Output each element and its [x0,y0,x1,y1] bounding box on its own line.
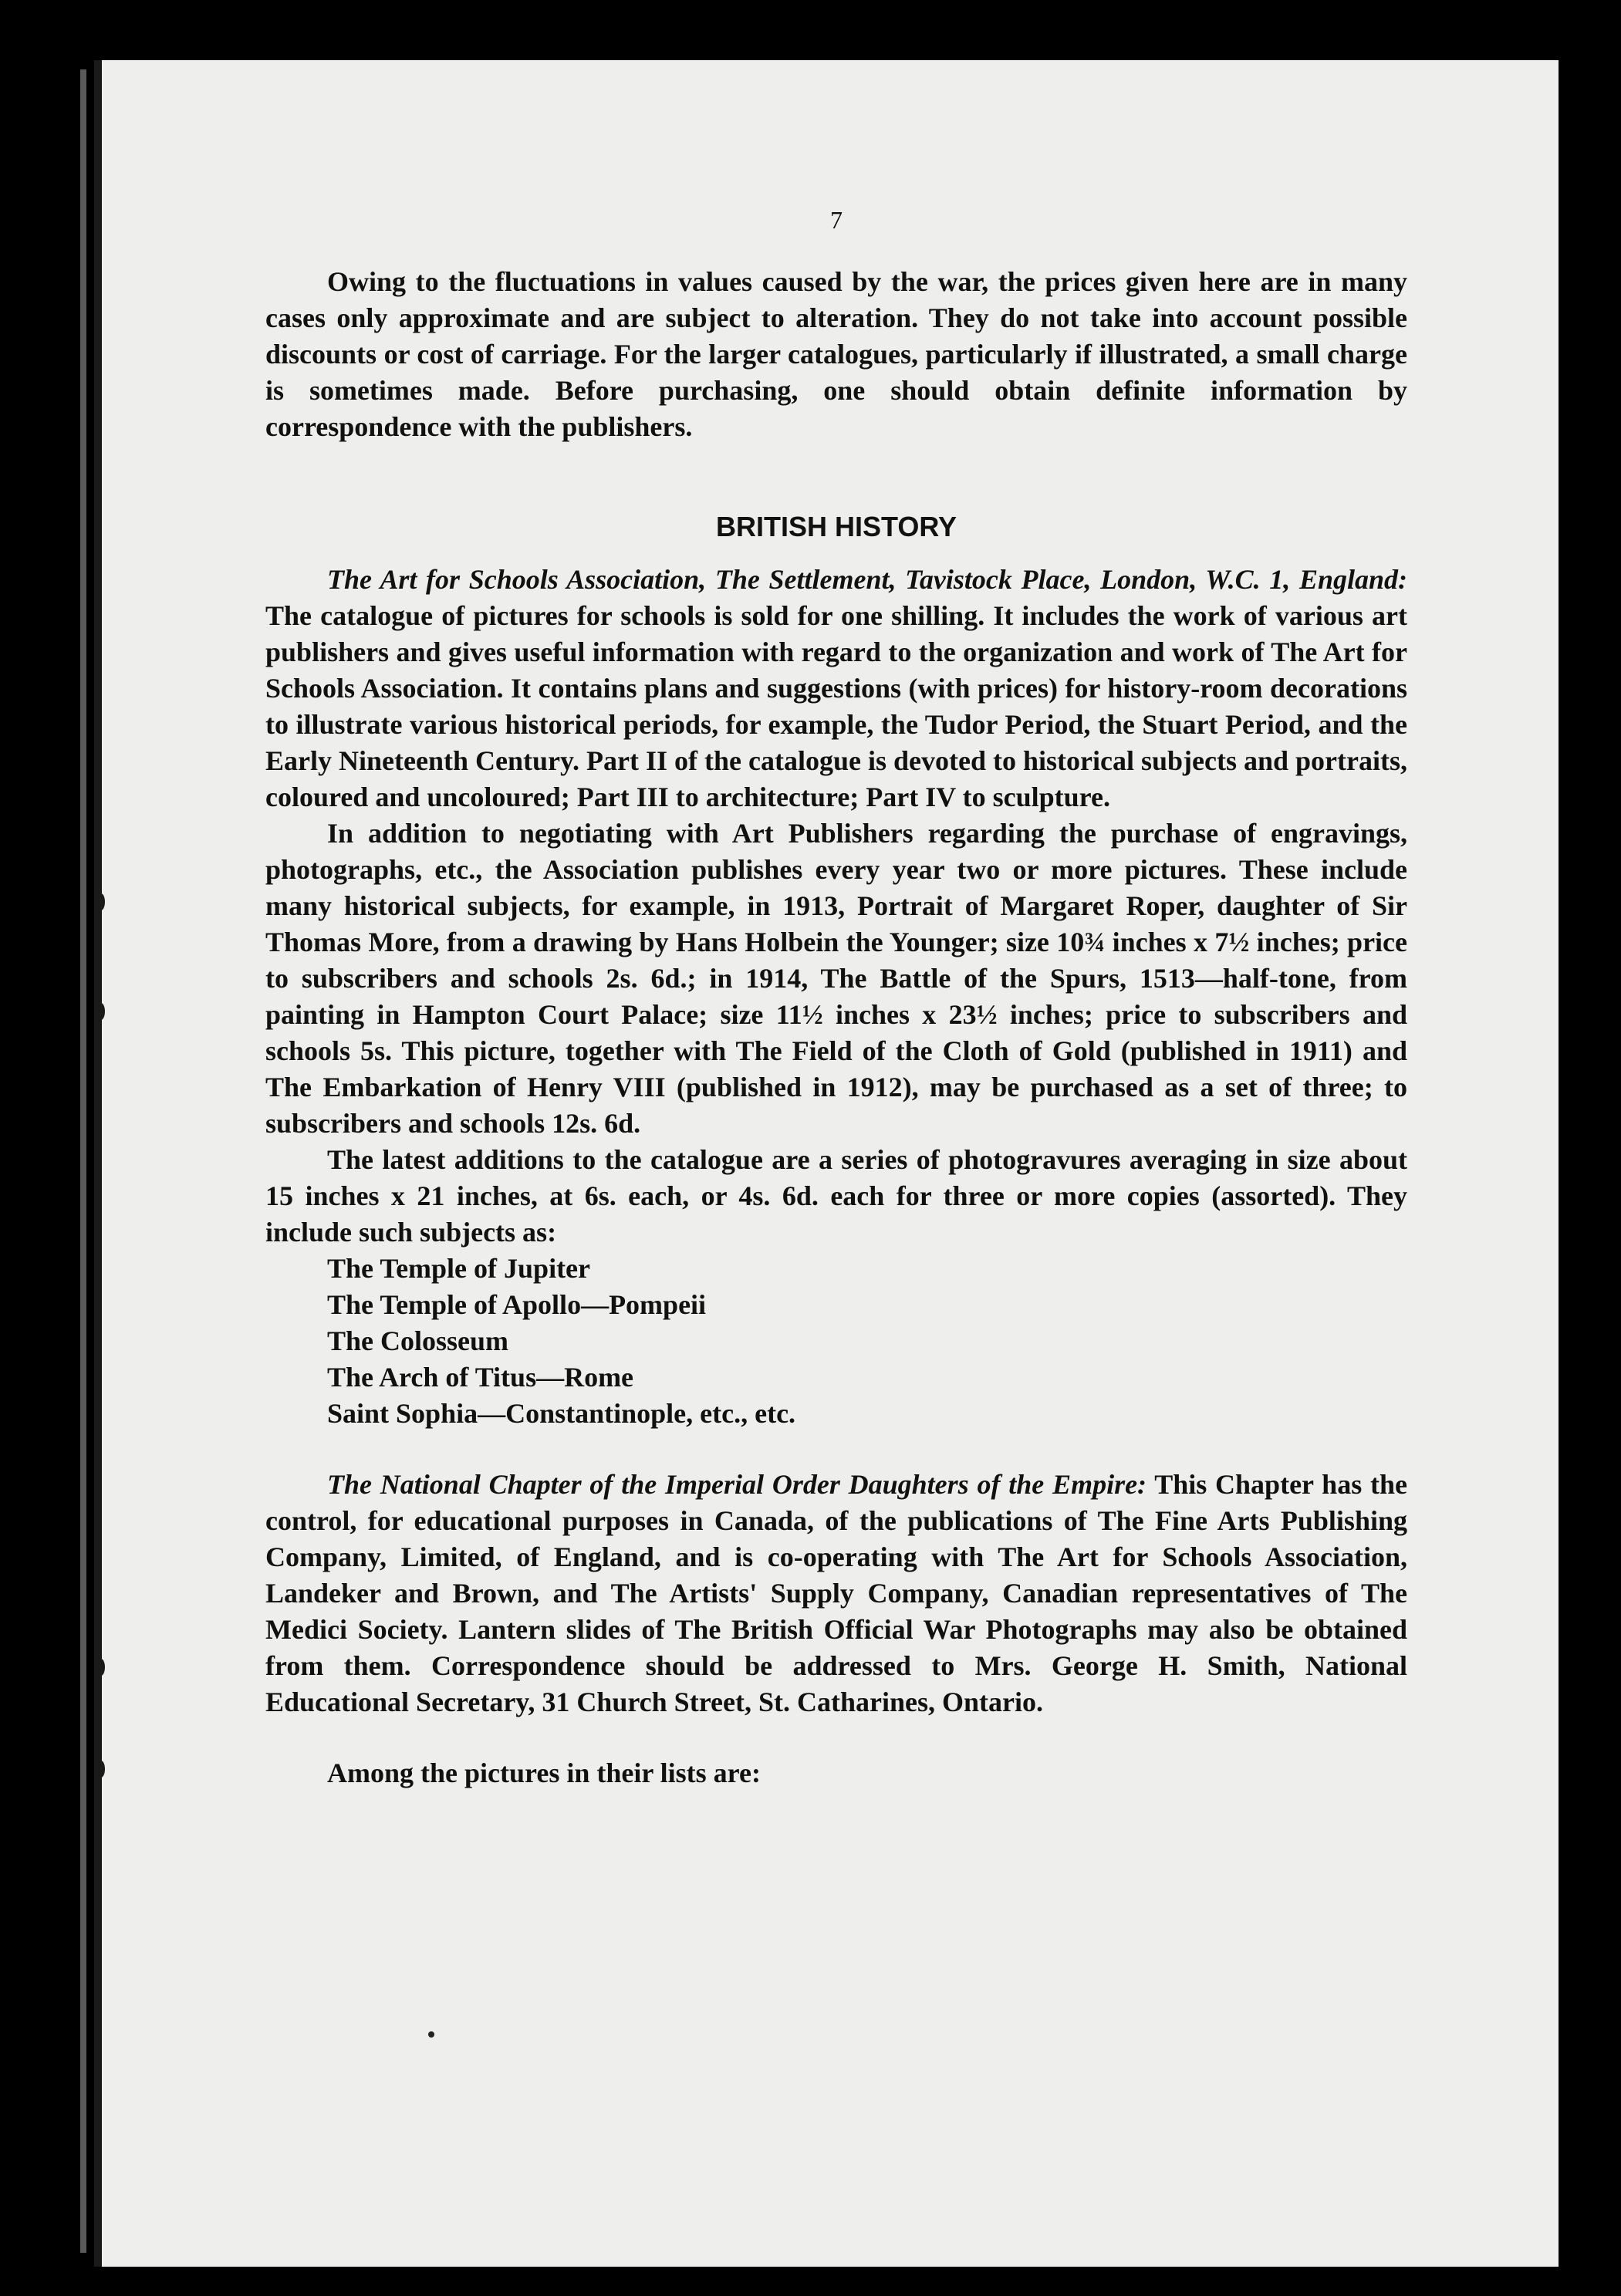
page-content [265,202,1407,1791]
margin-mark [97,893,105,910]
entry-text: The catalogue of pictures for schools is sold for one shilling. It includes the work of various art publishers and gives useful information with regard to the organization and work of The Art for Schools Association. It contains plans and suggestions (with prices) for history-room decorations to illustrate various historical periods, for example, the Tudor Period, the Stuart Period, and the Early Nineteenth Century. Part II of the catalogue is devoted to historical subjects and portraits, coloured and uncoloured; Part III to architecture; Part IV to sculpture. [265,600,1407,812]
body-paragraph: In addition to negotiating with Art Publishers regarding the purchase of engravings, photographs, etc., the Association publishes every year two or more pictures. These include many historical subjects, for example, in 1913, Portrait of Margaret Roper, daughter of Sir Thomas More, from a drawing by Hans Holbein the Younger; size 10¾ inches x 7½ inches; price to subscribers and schools 2s. 6d.; in 1914, The Battle of the Spurs, 1513—half-tone, from painting in Hampton Court Palace; size 11½ inches x 23½ inches; price to subscribers and schools 5s. This picture, together with The Field of the Cloth of Gold (published in 1911) and The Embarkation of Henry VIII (published in 1912), may be purchased as a set of three; to subscribers and schools 12s. 6d. [265,818,1407,1139]
entry-name: The National Chapter of the Imperial Order Daughters of the Empire: [327,1469,1147,1500]
list-item: The Temple of Apollo—Pompeii [327,1289,707,1320]
entry-name: The Art for Schools Association, The Settlement, Tavistock Place, London, W.C. 1, England: [327,564,1407,595]
stray-dot [428,2031,434,2038]
entry-paragraph [265,562,1407,815]
margin-mark [97,1761,105,1778]
margin-mark [97,1659,105,1676]
section-heading: BRITISH HISTORY [715,511,957,542]
entry-text: This Chapter has the control, for educational purposes in Canada, of the publications of The Fine Arts Publishing Company, Limited, of England, and is co-operating with The Art for Schools Association, Landeker and Brown, and The Artists' Supply Company, Canadian representatives of The Medici Society. Lantern slides of The British Official War Photographs may also be obtained from them. Correspondence should be addressed to Mrs. George H. Smith, National Educational Secretary, 31 Church Street, St. Catharines, Ontario. [265,1469,1407,1717]
body-paragraph: The latest additions to the catalogue are a series of photogravures averaging in size about 15 inches x 21 inches, at 6s. each, or 4s. 6d. each for three or more copies (assorted). They include such subjects as: [265,1144,1407,1248]
subject-list [327,1251,1407,1432]
page-number: 7 [830,206,843,234]
list-item: Saint Sophia—Constantinople, etc., etc. [327,1398,796,1429]
intro-paragraph: Owing to the fluctuations in values caused by the war, the prices given here are in many cases only approximate and are subject to alteration. They do not take into account possible discounts or cost of carriage. For the larger catalogues, particularly if illustrated, a small charge is sometimes made. Before purchasing, one should obtain definite information by correspondence with the publishers. [265,266,1407,442]
margin-mark [97,1003,105,1020]
list-item: The Colosseum [327,1325,509,1356]
closing-paragraph: Among the pictures in their lists are: [327,1757,761,1788]
list-item: The Temple of Jupiter [327,1253,591,1284]
scan-frame-edge [80,69,86,2253]
entry-paragraph [265,1467,1407,1720]
list-item: The Arch of Titus—Rome [327,1362,634,1393]
